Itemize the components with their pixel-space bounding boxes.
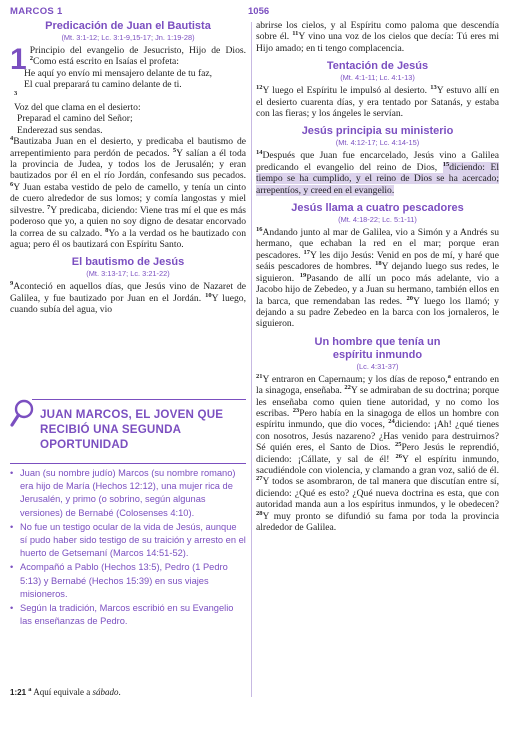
verse-14-15: $^{14}$Después que Juan fue encarcelado, Jesús vino a Galilea predicando el evangelio del reino de Dios, $^{15}$diciendo: El tiempo se ha cumplido, y el reino de Dios se ha acercado; arrepentíos, y creed en el evangelio. [256,149,499,196]
poetry-quote: $^3$ Voz del que clama en el desierto: Preparad el camino del Señor; Enderezad sus sendas. [14,89,141,136]
column-divider [251,22,252,697]
cross-reference: (Lc. 4:31-37) [356,361,399,371]
list-item: • Según la tradición, Marcos escribió en su Evangelio las enseñanzas de Pedro. [10,603,234,627]
section-heading: Tentación de Jesús [326,60,429,73]
sidebar-box [10,399,246,649]
verse-21-28: $^{21}$Y entraron en Capernaum; y los días de reposo,$^a$ entrando en la sinagoga, enseñaba. $^{22}$Y se admiraban de su doctrina; porque les enseñaba como quien tiene autoridad, y no como los escribas. $^{23}$Pero había en la sinagoga de ellos un hombre con espíritu inmundo, que dio voces, $^{24}$diciendo: ¡Ah! ¿qué tienes con nosotros, Jesús nazareno? ¿Has venido para destruirnos? Sé quién eres, el Santo de Dios. $^{25}$Pero Jesús le reprendió, diciendo: ¡Cállate, y sal de él! $^{26}$Y el espíritu inmundo, sacudiéndole con violencia, y clamando a gran voz, salió de él. $^{27}$Y todos se asombraron, de tal manera que discutían entre sí, diciendo: ¿Qué es esto? ¿Qué nueva doctrina es esta, que con autoridad manda aun a los espíritus inmundos, y le obedecen? $^{28}$Y muy pronto se difundió su fama por toda la provincia alrededor de Galilea. [256,372,500,533]
section-heading: El bautismo de Jesús [71,256,185,269]
verse-12-13: $^{12}$Y luego el Espíritu le impulsó al desierto. $^{13}$Y estuvo allí en el desierto cuarenta días, y era tentado por Satanás, y estaba con las fieras; y los ángeles le servían. [256,84,499,120]
left-column [10,20,246,316]
sidebar-list [10,467,246,629]
bullet-icon: • [10,562,14,573]
page-header [10,4,495,20]
verse-16-20: $^{16}$Andando junto al mar de Galilea, vio a Simón y a Andrés su hermano, que echaban la red en el mar; porque eran pescadores. $^{17}$Y les dijo Jesús: Venid en pos de mí, y haré que seáis pescadores de hombres. $^{18}$Y dejando luego sus redes, le siguieron. $^{19}$Pasando de allí un poco más adelante, vio a Jacobo hijo de Zebedeo, y a Juan su hermano, también ellos en la barca, que remendaban las redes. $^{20}$Y luego los llamó; y dejando a su padre Zebedeo en la barca con los jornaleros, le siguieron. [256,225,499,330]
bullet-icon: • [10,468,14,478]
section-heading: Un hombre que tenía un espíritu inmundo [314,335,441,361]
bullet-icon: • [10,603,14,614]
right-column [256,20,499,533]
chapter-number: 1 [10,43,27,76]
poetry-quote: He aquí yo envío mi mensajero delante de tu faz, El cual preparará tu camino delante de ti. [24,67,213,91]
verse-10-11: abrirse los cielos, y al Espíritu como paloma que descendía sobre él. $^{11}$Y vino una voz de los cielos que decía: Tú eres mi Hijo amado; en ti tengo complacencia. [256,20,500,54]
magnifier-icon [10,398,36,428]
bullet-icon: • [10,521,14,532]
sidebar-top-rule [32,399,246,400]
verse-4-8: $^4$Bautizaba Juan en el desierto, y predicaba el bautismo de arrepentimiento para perdón de pecados. $^5$Y salían a él toda la provincia de Judea, y todos los de Jerusalén; y eran bautizados por él en el río Jordán, confesando sus pecados. $^6$Y Juan estaba vestido de pelo de camello, y tenía un cinto de cuero alrededor de sus lomos; y comía langostas y miel silvestre. $^7$Y predicaba, diciendo: Viene tras mí el que es más poderoso que yo, a quien no soy digno de desatar encorvado la correa de su calzado. $^8$Yo a la verdad os he bautizado con agua; pero él os bautizará con Espíritu Santo. [10,135,246,250]
page-number: 1056 [248,6,270,17]
cross-reference: (Mt. 4:18-22; Lc. 5:1-11) [338,215,417,225]
footnote: 1:21 $^a$ Aquí equivale a sábado. [10,686,121,697]
sidebar-title: JUAN MARCOS, EL JOVEN QUE RECIBIÓ UNA SEGUNDA OPORTUNIDAD [40,408,224,451]
cross-reference: (Mt. 3:1-12; Lc. 3:1-9,15-17; Jn. 1:19-28) [61,33,195,42]
list-item: • Juan (su nombre judío) Marcos (su nombre romano) era hijo de María (Hechos 12:12), una mujer rica de Jerusalén, y primo (o sobrino, según algunas versiones) de Bernabé (Colosenses 4:10). [10,468,236,518]
book-chapter-label: MARCOS 1 [10,6,63,17]
list-item: • Acompañó a Pablo (Hechos 13:5), Pedro (1 Pedro 5:13) y Bernabé (Hechos 15:39) en sus viajes misioneros. [10,562,228,599]
section-heading: Jesús principia su ministerio [301,125,454,138]
section-heading: Jesús llama a cuatro pescadores [291,202,464,215]
sidebar-title-rule [10,463,246,464]
highlighted-verse: $^{15}$diciendo: El tiempo se ha cumplido, y el reino de Dios se ha acercado; arrepentíos, y creed en el evangelio. [256,160,499,196]
verse-9-10: $^9$Aconteció en aquellos días, que Jesús vino de Nazaret de Galilea, y fue bautizado por Juan en el Jordán. $^{10}$Y luego, cuando subía del agua, vio [10,280,247,316]
cross-reference: (Mt. 3:13-17; Lc. 3:21-22) [86,269,170,279]
cross-reference: (Mt. 4:12-17; Lc. 4:14-15) [335,138,420,148]
list-item: • No fue un testigo ocular de la vida de Jesús, aunque sí pudo haber sido testigo de su traición y arresto en el huerto de Getsemaní (Marcos 14:51-52). [10,521,246,559]
section-heading: Predicación de Juan el Bautista [45,20,211,32]
verse-1: 1 Principio del evangelio de Jesucristo, Hijo de Dios. $^2$Como está escrito en Isaías el profeta: [10,43,246,76]
cross-reference: (Mt. 4:1-11; Lc. 4:1-13) [340,73,415,83]
